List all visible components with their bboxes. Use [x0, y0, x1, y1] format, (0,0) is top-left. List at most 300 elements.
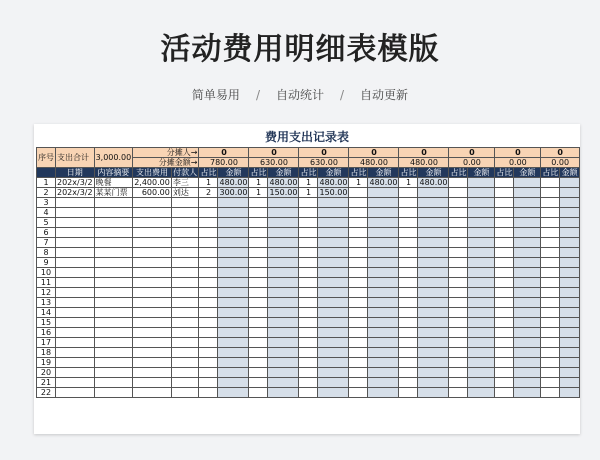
empty-cell[interactable]	[56, 218, 95, 228]
row-ratio[interactable]	[199, 218, 218, 228]
row-ratio[interactable]	[495, 268, 514, 278]
row-ratio[interactable]	[199, 318, 218, 328]
row-ratio[interactable]	[495, 248, 514, 258]
empty-cell[interactable]	[94, 198, 133, 208]
separator: /	[340, 88, 345, 102]
empty-cell[interactable]	[94, 278, 133, 288]
row-ratio[interactable]	[449, 208, 468, 218]
row-ratio[interactable]	[349, 328, 368, 338]
row-ratio[interactable]	[399, 258, 418, 268]
empty-cell[interactable]	[56, 288, 95, 298]
row-ratio[interactable]	[299, 258, 318, 268]
empty-cell[interactable]	[133, 208, 172, 218]
row-amount	[468, 378, 495, 388]
row-ratio[interactable]	[399, 358, 418, 368]
row-ratio[interactable]	[249, 388, 268, 398]
row-ratio[interactable]	[399, 388, 418, 398]
empty-cell[interactable]	[56, 298, 95, 308]
row-ratio[interactable]	[249, 278, 268, 288]
row-ratio[interactable]	[249, 348, 268, 358]
row-ratio[interactable]	[299, 248, 318, 258]
empty-cell[interactable]	[133, 368, 172, 378]
empty-cell[interactable]	[171, 298, 199, 308]
row-ratio[interactable]	[349, 338, 368, 348]
empty-cell[interactable]	[171, 338, 199, 348]
row-amount	[468, 298, 495, 308]
row-ratio[interactable]	[541, 208, 560, 218]
row-ratio[interactable]	[495, 188, 514, 198]
share-amount-label: 分摊金额→	[133, 158, 199, 168]
row-ratio[interactable]	[349, 208, 368, 218]
empty-cell[interactable]	[94, 298, 133, 308]
row-amount	[268, 368, 299, 378]
row-ratio[interactable]	[495, 278, 514, 288]
row-ratio[interactable]	[349, 388, 368, 398]
row-ratio[interactable]	[449, 278, 468, 288]
row-ratio[interactable]	[199, 208, 218, 218]
row-ratio[interactable]	[249, 288, 268, 298]
empty-cell[interactable]	[56, 368, 95, 378]
row-ratio[interactable]	[349, 378, 368, 388]
row-ratio[interactable]	[495, 308, 514, 318]
empty-cell[interactable]	[94, 208, 133, 218]
row-ratio[interactable]	[199, 268, 218, 278]
row-ratio[interactable]	[299, 208, 318, 218]
row-summary[interactable]: 晚餐	[94, 178, 133, 188]
row-ratio[interactable]	[349, 358, 368, 368]
row-ratio[interactable]	[541, 308, 560, 318]
row-ratio[interactable]	[349, 218, 368, 228]
row-ratio[interactable]	[299, 198, 318, 208]
row-ratio[interactable]	[249, 198, 268, 208]
row-seq: 16	[37, 328, 56, 338]
empty-cell[interactable]	[171, 218, 199, 228]
row-ratio[interactable]	[199, 238, 218, 248]
empty-cell[interactable]	[133, 238, 172, 248]
row-ratio[interactable]	[449, 298, 468, 308]
empty-cell[interactable]	[133, 328, 172, 338]
row-ratio[interactable]	[399, 298, 418, 308]
empty-cell[interactable]	[171, 248, 199, 258]
table-row	[37, 318, 580, 328]
empty-cell[interactable]	[133, 298, 172, 308]
empty-cell[interactable]	[94, 358, 133, 368]
empty-cell[interactable]	[171, 328, 199, 338]
empty-cell[interactable]	[56, 208, 95, 218]
row-ratio[interactable]	[541, 218, 560, 228]
empty-cell[interactable]	[171, 378, 199, 388]
row-amount: 150.00	[319, 188, 348, 197]
row-ratio[interactable]	[199, 328, 218, 338]
row-ratio[interactable]	[449, 318, 468, 328]
empty-cell[interactable]	[133, 258, 172, 268]
row-ratio[interactable]	[495, 208, 514, 218]
empty-cell[interactable]	[56, 268, 95, 278]
row-ratio[interactable]	[495, 358, 514, 368]
row-ratio[interactable]	[495, 368, 514, 378]
empty-cell[interactable]	[171, 238, 199, 248]
row-ratio[interactable]	[249, 358, 268, 368]
row-ratio[interactable]	[249, 218, 268, 228]
row-ratio[interactable]	[449, 228, 468, 238]
row-ratio[interactable]	[495, 198, 514, 208]
row-ratio[interactable]	[349, 298, 368, 308]
empty-cell[interactable]	[171, 258, 199, 268]
row-ratio[interactable]	[249, 308, 268, 318]
empty-cell[interactable]	[56, 338, 95, 348]
row-ratio[interactable]	[449, 268, 468, 278]
row-ratio[interactable]	[399, 348, 418, 358]
row-ratio[interactable]	[541, 238, 560, 248]
empty-cell[interactable]	[133, 278, 172, 288]
row-ratio[interactable]	[249, 268, 268, 278]
row-ratio[interactable]	[249, 248, 268, 258]
row-ratio[interactable]	[299, 218, 318, 228]
empty-cell[interactable]	[133, 348, 172, 358]
row-ratio[interactable]	[449, 338, 468, 348]
row-ratio[interactable]	[249, 338, 268, 348]
row-ratio[interactable]	[449, 308, 468, 318]
row-ratio[interactable]	[495, 298, 514, 308]
row-ratio[interactable]	[541, 258, 560, 268]
empty-cell[interactable]	[133, 268, 172, 278]
row-ratio[interactable]	[299, 288, 318, 298]
row-ratio[interactable]	[399, 198, 418, 208]
empty-cell[interactable]	[171, 318, 199, 328]
row-ratio[interactable]	[541, 248, 560, 258]
row-ratio[interactable]	[349, 348, 368, 358]
empty-cell[interactable]	[133, 318, 172, 328]
row-ratio[interactable]	[495, 328, 514, 338]
row-ratio[interactable]	[399, 368, 418, 378]
row-date[interactable]: 202x/3/2	[57, 178, 93, 187]
row-ratio[interactable]	[495, 238, 514, 248]
empty-cell[interactable]	[133, 198, 172, 208]
row-ratio[interactable]	[299, 338, 318, 348]
empty-cell[interactable]	[56, 258, 95, 268]
row-ratio[interactable]	[399, 248, 418, 258]
row-date[interactable]: 202x/3/2	[57, 188, 93, 197]
row-amount	[514, 218, 541, 228]
empty-cell[interactable]	[94, 308, 133, 318]
row-ratio[interactable]	[495, 258, 514, 268]
row-ratio[interactable]	[399, 318, 418, 328]
row-ratio[interactable]: 1	[199, 178, 218, 188]
row-ratio[interactable]	[399, 278, 418, 288]
row-ratio[interactable]	[541, 388, 560, 398]
row-payer[interactable]: 李三	[171, 178, 199, 188]
empty-cell[interactable]	[56, 248, 95, 258]
row-ratio[interactable]	[249, 258, 268, 268]
row-ratio[interactable]	[399, 208, 418, 218]
empty-cell[interactable]	[171, 308, 199, 318]
row-amount	[560, 328, 580, 338]
empty-cell[interactable]	[94, 378, 133, 388]
row-seq: 15	[37, 318, 56, 328]
empty-cell[interactable]	[133, 228, 172, 238]
row-ratio[interactable]	[299, 368, 318, 378]
row-ratio[interactable]	[299, 238, 318, 248]
row-ratio[interactable]	[299, 388, 318, 398]
row-ratio[interactable]	[349, 188, 368, 198]
empty-cell[interactable]	[56, 228, 95, 238]
row-ratio[interactable]	[449, 188, 468, 198]
row-ratio[interactable]	[399, 288, 418, 298]
empty-cell[interactable]	[133, 288, 172, 298]
row-ratio[interactable]	[449, 388, 468, 398]
row-ratio[interactable]	[541, 278, 560, 288]
row-ratio[interactable]	[495, 318, 514, 328]
row-ratio[interactable]	[541, 288, 560, 298]
row-amount: 480.00	[269, 178, 298, 187]
empty-cell[interactable]	[94, 288, 133, 298]
row-ratio[interactable]	[349, 238, 368, 248]
row-ratio[interactable]	[541, 378, 560, 388]
row-ratio[interactable]	[299, 348, 318, 358]
empty-cell[interactable]	[94, 338, 133, 348]
row-seq: 8	[37, 248, 56, 258]
row-ratio[interactable]	[495, 388, 514, 398]
empty-cell[interactable]	[56, 378, 95, 388]
row-ratio[interactable]	[249, 228, 268, 238]
row-ratio[interactable]	[349, 268, 368, 278]
row-ratio[interactable]	[199, 338, 218, 348]
row-ratio[interactable]	[299, 228, 318, 238]
row-ratio[interactable]	[449, 288, 468, 298]
empty-cell[interactable]	[56, 328, 95, 338]
empty-cell[interactable]	[133, 308, 172, 318]
row-ratio[interactable]	[199, 298, 218, 308]
row-ratio[interactable]	[541, 318, 560, 328]
empty-cell[interactable]	[171, 368, 199, 378]
row-ratio[interactable]	[495, 288, 514, 298]
row-ratio[interactable]	[449, 358, 468, 368]
row-amount	[368, 208, 399, 218]
row-ratio[interactable]	[449, 248, 468, 258]
empty-cell[interactable]	[171, 388, 199, 398]
row-ratio[interactable]	[541, 338, 560, 348]
row-amount	[468, 198, 495, 208]
row-ratio[interactable]	[249, 238, 268, 248]
row-amount: 480.00	[369, 178, 398, 187]
row-ratio[interactable]	[399, 328, 418, 338]
empty-cell[interactable]	[56, 388, 95, 398]
row-ratio[interactable]	[249, 328, 268, 338]
row-ratio[interactable]: 1	[249, 188, 268, 198]
row-ratio[interactable]	[249, 318, 268, 328]
row-amount	[268, 308, 299, 318]
row-ratio[interactable]	[449, 368, 468, 378]
row-ratio[interactable]	[349, 318, 368, 328]
row-amount	[318, 268, 349, 278]
row-ratio[interactable]	[495, 218, 514, 228]
row-ratio[interactable]	[541, 348, 560, 358]
row-ratio[interactable]	[349, 288, 368, 298]
row-ratio[interactable]	[299, 358, 318, 368]
row-ratio[interactable]: 1	[349, 178, 368, 188]
row-ratio[interactable]	[349, 308, 368, 318]
row-ratio[interactable]	[349, 228, 368, 238]
group-share-amount: 0.00	[449, 158, 495, 168]
empty-cell[interactable]	[94, 328, 133, 338]
empty-cell[interactable]	[171, 358, 199, 368]
empty-cell[interactable]	[94, 218, 133, 228]
empty-cell[interactable]	[171, 228, 199, 238]
row-ratio[interactable]	[199, 248, 218, 258]
row-ratio[interactable]	[349, 258, 368, 268]
row-ratio[interactable]	[495, 228, 514, 238]
row-ratio[interactable]	[541, 198, 560, 208]
row-ratio[interactable]	[199, 358, 218, 368]
row-ratio[interactable]	[541, 178, 560, 188]
row-ratio[interactable]	[299, 328, 318, 338]
row-ratio[interactable]	[249, 208, 268, 218]
empty-cell[interactable]	[94, 388, 133, 398]
row-ratio[interactable]: 1	[399, 178, 418, 188]
summary-col-header: 内容摘要	[94, 168, 133, 178]
row-ratio[interactable]	[449, 328, 468, 338]
row-seq: 10	[37, 268, 56, 278]
row-ratio[interactable]	[199, 308, 218, 318]
empty-cell[interactable]	[94, 368, 133, 378]
row-amount	[318, 378, 349, 388]
row-ratio[interactable]: 1	[299, 178, 318, 188]
row-ratio[interactable]	[299, 268, 318, 278]
row-ratio[interactable]	[349, 248, 368, 258]
empty-cell[interactable]	[56, 198, 95, 208]
row-ratio[interactable]	[249, 298, 268, 308]
row-ratio[interactable]	[541, 268, 560, 278]
row-ratio[interactable]	[299, 278, 318, 288]
empty-cell[interactable]	[56, 348, 95, 358]
row-ratio[interactable]	[199, 388, 218, 398]
row-ratio[interactable]	[449, 238, 468, 248]
row-ratio[interactable]	[449, 258, 468, 268]
row-ratio[interactable]	[449, 198, 468, 208]
row-cost[interactable]: 2,400.00	[134, 178, 170, 187]
row-ratio[interactable]	[299, 298, 318, 308]
row-ratio[interactable]: 2	[199, 188, 218, 198]
empty-cell[interactable]	[133, 388, 172, 398]
empty-cell[interactable]	[133, 378, 172, 388]
row-ratio[interactable]	[299, 308, 318, 318]
empty-cell[interactable]	[133, 358, 172, 368]
row-ratio[interactable]	[199, 278, 218, 288]
empty-cell[interactable]	[56, 238, 95, 248]
row-ratio[interactable]	[399, 268, 418, 278]
row-ratio[interactable]	[541, 228, 560, 238]
row-amount	[268, 258, 299, 268]
row-ratio[interactable]	[495, 348, 514, 358]
empty-cell[interactable]	[56, 278, 95, 288]
empty-cell[interactable]	[56, 308, 95, 318]
empty-cell[interactable]	[94, 238, 133, 248]
row-ratio[interactable]	[249, 378, 268, 388]
amount-col-header: 金额	[268, 168, 299, 178]
empty-cell[interactable]	[56, 358, 95, 368]
row-ratio[interactable]	[399, 338, 418, 348]
row-amount	[318, 368, 349, 378]
row-payer[interactable]: 刘达	[171, 188, 199, 198]
empty-cell[interactable]	[94, 318, 133, 328]
row-ratio[interactable]	[399, 188, 418, 198]
amount-col-header: 金额	[514, 168, 541, 178]
empty-cell[interactable]	[133, 338, 172, 348]
row-ratio[interactable]	[495, 338, 514, 348]
table-row	[37, 198, 580, 208]
row-ratio[interactable]	[541, 368, 560, 378]
row-ratio[interactable]	[541, 328, 560, 338]
row-amount	[514, 238, 541, 248]
row-ratio[interactable]	[349, 198, 368, 208]
row-ratio[interactable]	[199, 368, 218, 378]
empty-cell[interactable]	[94, 348, 133, 358]
empty-cell[interactable]	[171, 278, 199, 288]
row-ratio[interactable]	[199, 288, 218, 298]
row-amount	[514, 268, 541, 278]
row-ratio[interactable]	[349, 368, 368, 378]
row-ratio[interactable]	[349, 278, 368, 288]
empty-cell[interactable]	[171, 268, 199, 278]
row-ratio[interactable]	[541, 358, 560, 368]
empty-cell[interactable]	[56, 318, 95, 328]
empty-cell[interactable]	[94, 248, 133, 258]
row-amount	[318, 338, 349, 348]
row-amount	[560, 348, 580, 358]
empty-cell[interactable]	[171, 288, 199, 298]
row-ratio[interactable]	[199, 228, 218, 238]
empty-cell[interactable]	[133, 248, 172, 258]
row-ratio[interactable]	[199, 258, 218, 268]
row-ratio[interactable]	[299, 318, 318, 328]
row-ratio[interactable]	[541, 298, 560, 308]
empty-cell[interactable]	[171, 348, 199, 358]
empty-cell[interactable]	[171, 208, 199, 218]
row-cost[interactable]: 600.00	[133, 188, 172, 198]
row-ratio[interactable]	[399, 228, 418, 238]
empty-cell[interactable]	[94, 258, 133, 268]
row-ratio[interactable]: 1	[249, 178, 268, 188]
row-ratio[interactable]	[541, 188, 560, 198]
row-ratio[interactable]	[449, 178, 468, 188]
row-ratio[interactable]	[299, 378, 318, 388]
row-ratio[interactable]: 1	[299, 188, 318, 198]
row-ratio[interactable]	[449, 218, 468, 228]
row-ratio[interactable]	[495, 378, 514, 388]
row-ratio[interactable]	[199, 378, 218, 388]
empty-cell[interactable]	[133, 218, 172, 228]
row-ratio[interactable]	[449, 348, 468, 358]
row-amount	[368, 268, 399, 278]
row-ratio[interactable]	[249, 368, 268, 378]
row-ratio[interactable]	[199, 348, 218, 358]
row-ratio[interactable]	[495, 178, 514, 188]
row-summary[interactable]: 某某门票	[94, 188, 133, 198]
row-ratio[interactable]	[199, 198, 218, 208]
row-ratio[interactable]	[399, 378, 418, 388]
row-ratio[interactable]	[399, 238, 418, 248]
empty-cell[interactable]	[171, 198, 199, 208]
row-ratio[interactable]	[399, 308, 418, 318]
row-seq: 19	[37, 358, 56, 368]
row-amount	[514, 388, 541, 398]
row-ratio[interactable]	[399, 218, 418, 228]
row-amount	[514, 198, 541, 208]
empty-cell[interactable]	[94, 268, 133, 278]
row-ratio[interactable]	[449, 378, 468, 388]
row-amount	[318, 318, 349, 328]
empty-cell[interactable]	[94, 228, 133, 238]
